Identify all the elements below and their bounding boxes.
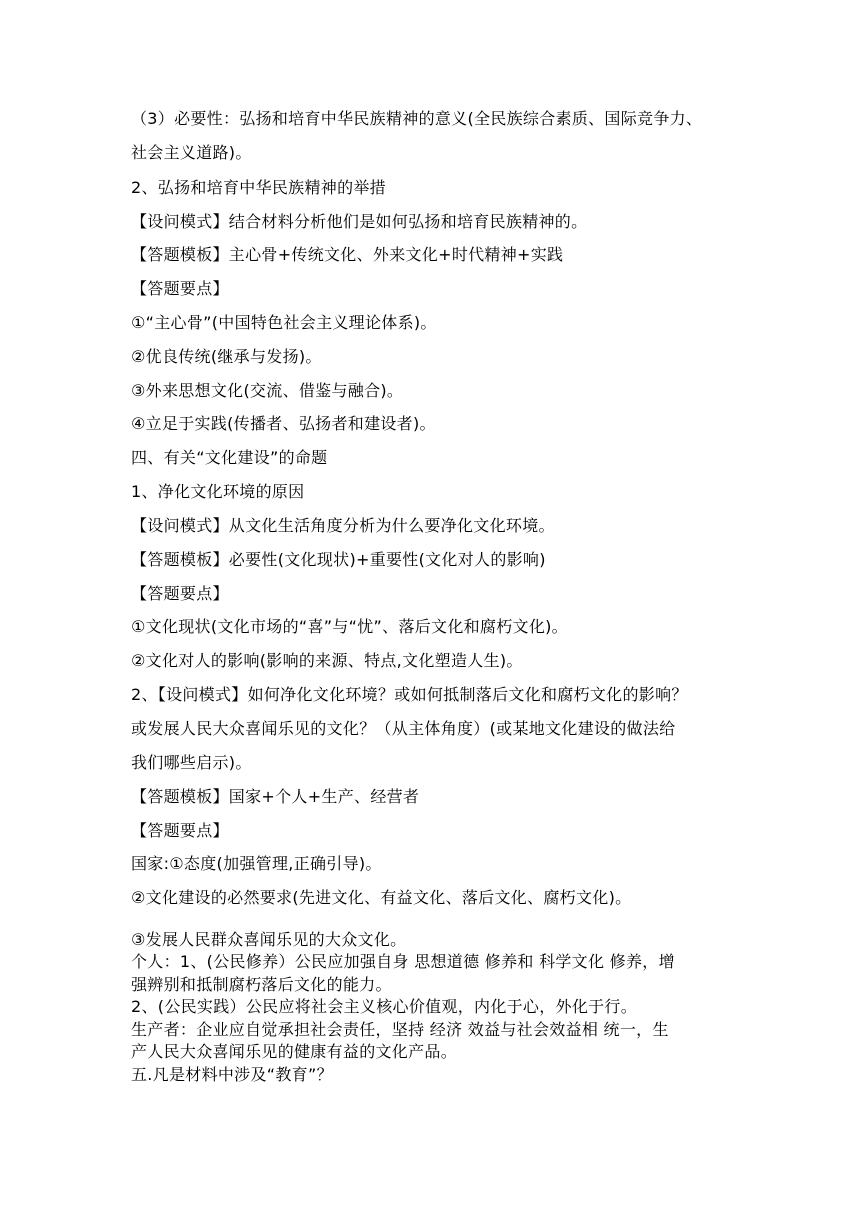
text-line: ②文化建设的必然要求(先进文化、有益文化、落后文化、腐朽文化)。: [131, 888, 632, 907]
text-line: 强辨别和抵制腐朽落后文化的能力。: [131, 975, 392, 994]
text-line: 或发展人民大众喜闻乐见的文化？（从主体角度）(或某地文化建设的做法给: [131, 719, 676, 738]
text-line: 【答题模板】主心骨+传统文化、外来文化+时代精神+实践: [131, 245, 564, 264]
text-line: 国家:①态度(加强管理,正确引导)。: [131, 854, 382, 873]
text-line: 【答题要点】: [131, 279, 229, 298]
text-line: 社会主义道路)。: [131, 143, 252, 162]
text-line: 我们哪些启示)。: [131, 753, 252, 772]
text-line: ④立足于实践(传播者、弘扬者和建设者)。: [131, 414, 436, 433]
section-heading: 1、净化文化环境的原因: [131, 482, 305, 501]
text-line: ②优良传统(继承与发扬)。: [131, 347, 322, 366]
section-heading: 2、弘扬和培育中华民族精神的举措: [131, 178, 386, 197]
text-line: 【答题模板】国家+个人+生产、经营者: [131, 787, 420, 806]
text-line: ②文化对人的影响(影响的来源、特点,文化塑造人生)。: [131, 651, 523, 670]
text-line: 产人民大众喜闻乐见的健康有益的文化产品。: [131, 1042, 458, 1061]
text-line: 【答题模板】必要性(文化现状)+重要性(文化对人的影响): [131, 550, 546, 569]
text-line: ③发展人民群众喜闻乐见的大众文化。: [131, 930, 407, 949]
text-line: ③外来思想文化(交流、借鉴与融合)。: [131, 381, 404, 400]
text-line: 【设问模式】结合材料分析他们是如何弘扬和培育民族精神的。: [131, 212, 588, 231]
text-line: ①文化现状(文化市场的“喜”与“忧”、落后文化和腐朽文化)。: [131, 617, 568, 636]
text-line: ①“主心骨”(中国特色社会主义理论体系)。: [131, 313, 437, 332]
section-heading: 四、有关“文化建设”的命题: [131, 448, 328, 467]
text-line: 【设问模式】从文化生活角度分析为什么要净化文化环境。: [131, 516, 555, 535]
text-line: 【答题要点】: [131, 584, 229, 603]
text-line: 2、【设问模式】如何净化文化环境？或如何抵制落后文化和腐朽文化的影响？: [131, 685, 688, 704]
section-heading: 五.凡是材料中涉及“教育”？: [131, 1065, 333, 1084]
text-line: 2、(公民实践）公民应将社会主义核心价值观，内化于心，外化于行。: [131, 997, 638, 1016]
text-line: （3）必要性：弘扬和培育中华民族精神的意义(全民族综合素质、国际竞争力、: [131, 109, 703, 128]
text-line: 【答题要点】: [131, 821, 229, 840]
text-line: 个人：1、(公民修养）公民应加强自身 思想道德 修养和 科学文化 修养，增: [131, 952, 675, 971]
text-line: 生产者：企业应自觉承担社会责任，坚持 经济 效益与社会效益相 统一，生: [131, 1020, 669, 1039]
